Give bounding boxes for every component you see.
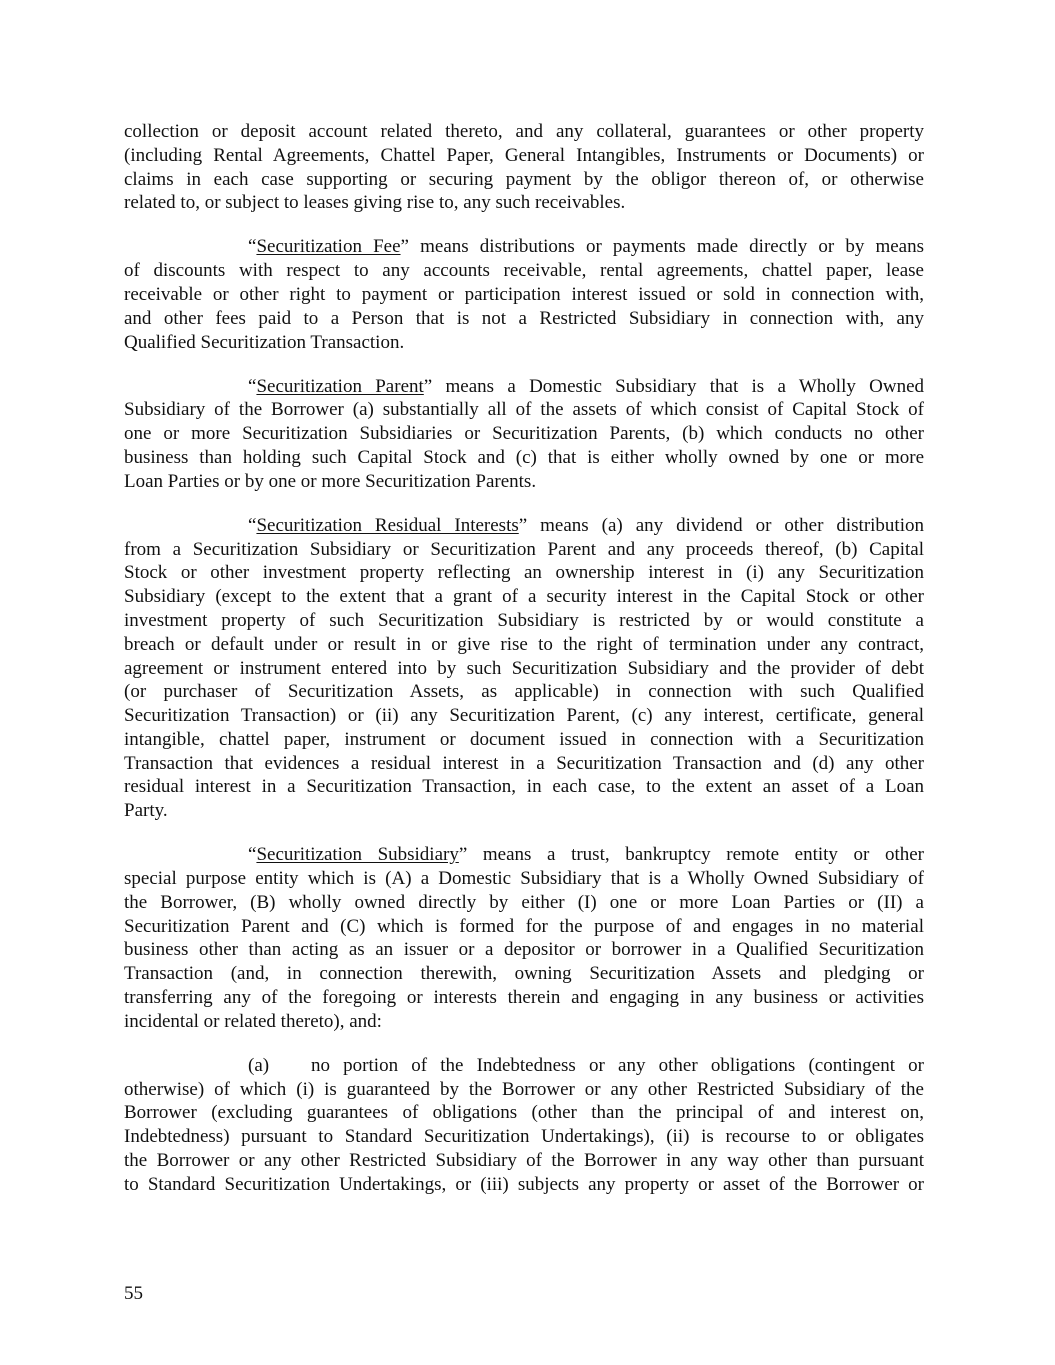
- text-line: Subsidiary of the Borrower (a) substantially all of the assets of which consist of Capital Stock of: [124, 399, 924, 421]
- defined-term: Securitization Fee: [256, 236, 401, 258]
- first-line-text: ” means (a) any dividend or other distribution: [518, 514, 924, 536]
- text-line: Transaction that evidences a residual interest in a Securitization Transaction and (d) any other: [124, 752, 924, 774]
- first-line-text: ” means a trust, bankruptcy remote entity or other: [458, 844, 924, 866]
- text-line: (including Rental Agreements, Chattel Paper, General Intangibles, Instruments or Documents) or: [124, 144, 924, 166]
- text-line: Qualified Securitization Transaction.: [124, 331, 405, 353]
- text-line: business than holding such Capital Stock and (c) that is either wholly owned by one or more: [124, 446, 924, 468]
- first-line-text: no portion of the Indebtedness or any other obligations (contingent or: [311, 1054, 924, 1076]
- defined-term: Securitization Subsidiary: [256, 844, 459, 866]
- open-quote: “: [248, 236, 257, 258]
- text-line: breach or default under or result in or give rise to the right of termination under any contract,: [124, 633, 924, 655]
- defined-term: Securitization Parent: [256, 375, 424, 397]
- clause-label: (a): [248, 1054, 270, 1076]
- definition-paragraph: [124, 375, 924, 494]
- text-line: Stock or other investment property reflecting an ownership interest in (i) any Securitization: [124, 562, 924, 584]
- text-line: from a Securitization Subsidiary or Securitization Parent and any proceeds thereof, (b) Capital: [124, 538, 924, 560]
- definition-paragraph: [124, 843, 924, 1033]
- text-line: Securitization Parent and (C) which is formed for the purpose of and engages in no material: [124, 915, 924, 937]
- text-line: Loan Parties or by one or more Securitization Parents.: [124, 470, 537, 492]
- text-line: receivable or other right to payment or participation interest issued or sold in connection with,: [124, 283, 924, 305]
- text-line: Indebtedness) pursuant to Standard Securitization Undertakings), (ii) is recourse to or obligates: [124, 1126, 924, 1148]
- paragraph-first-line: [124, 235, 924, 259]
- document-body: [124, 120, 924, 1217]
- text-line: incidental or related thereto), and:: [124, 1010, 382, 1032]
- definition-paragraph: [124, 235, 924, 354]
- text-line: Subsidiary (except to the extent that a grant of a security interest in the Capital Stock or other: [124, 586, 924, 608]
- text-line: related to, or subject to leases giving rise to, any such receivables.: [124, 192, 626, 214]
- text-line: collection or deposit account related thereto, and any collateral, guarantees or other property: [124, 121, 924, 142]
- open-quote: “: [248, 844, 257, 866]
- text-line: investment property of such Securitization Subsidiary is restricted by or would constitute a: [124, 609, 924, 631]
- paragraph-first-line: [124, 514, 924, 538]
- text-line: and other fees paid to a Person that is not a Restricted Subsidiary in connection with, any: [124, 307, 924, 329]
- text-line: the Borrower, (B) wholly owned directly by either (I) one or more Loan Parties or (II) a: [124, 891, 924, 913]
- paragraph-first-line: [124, 1054, 924, 1078]
- first-line-text: ” means distributions or payments made directly or by means: [400, 236, 924, 258]
- text-line: residual interest in a Securitization Transaction, in each case, to the extent an asset of a Loan: [124, 776, 924, 798]
- paragraph-first-line: [124, 375, 924, 399]
- text-line: special purpose entity which is (A) a Domestic Subsidiary that is a Wholly Owned Subsidiary of: [124, 868, 924, 890]
- text-line: Borrower (excluding guarantees of obligations (other than the principal of and interest on,: [124, 1102, 924, 1124]
- paragraph: [124, 120, 924, 215]
- text-line: (or purchaser of Securitization Assets, as applicable) in connection with such Qualified: [124, 681, 924, 703]
- text-line: the Borrower or any other Restricted Subsidiary of the Borrower in any way other than pursuant: [124, 1150, 924, 1172]
- text-line: to Standard Securitization Undertakings, or (iii) subjects any property or asset of the Borrower or: [124, 1173, 924, 1195]
- defined-term: Securitization Residual Interests: [256, 514, 519, 536]
- open-quote: “: [248, 375, 257, 397]
- open-quote: “: [248, 514, 257, 536]
- page-number: 55: [124, 1283, 143, 1304]
- definition-paragraph: [124, 514, 924, 823]
- text-line: otherwise) of which (i) is guaranteed by the Borrower or any other Restricted Subsidiary of the: [124, 1078, 924, 1100]
- text-line: claims in each case supporting or securing payment by the obligor thereon of, or otherwise: [124, 168, 924, 190]
- text-line: transferring any of the foregoing or interests therein and engaging in any business or activities: [124, 987, 924, 1009]
- text-line: intangible, chattel paper, instrument or document issued in connection with a Securitization: [124, 728, 924, 750]
- text-line: of discounts with respect to any accounts receivable, rental agreements, chattel paper, lease: [124, 260, 924, 282]
- text-line: one or more Securitization Subsidiaries or Securitization Parents, (b) which conducts no other: [124, 423, 924, 445]
- text-line: agreement or instrument entered into by such Securitization Subsidiary and the provider of debt: [124, 657, 924, 679]
- text-line: Securitization Transaction) or (ii) any Securitization Parent, (c) any interest, certificate, general: [124, 705, 924, 727]
- clause-paragraph: [124, 1054, 924, 1197]
- text-line: Transaction (and, in connection therewith, owning Securitization Assets and pledging or: [124, 963, 924, 985]
- text-line: business other than acting as an issuer or a depositor or borrower in a Qualified Securitization: [124, 939, 924, 961]
- text-line: Party.: [124, 800, 168, 822]
- first-line-text: ” means a Domestic Subsidiary that is a Wholly Owned: [423, 375, 925, 397]
- paragraph-first-line: [124, 843, 924, 867]
